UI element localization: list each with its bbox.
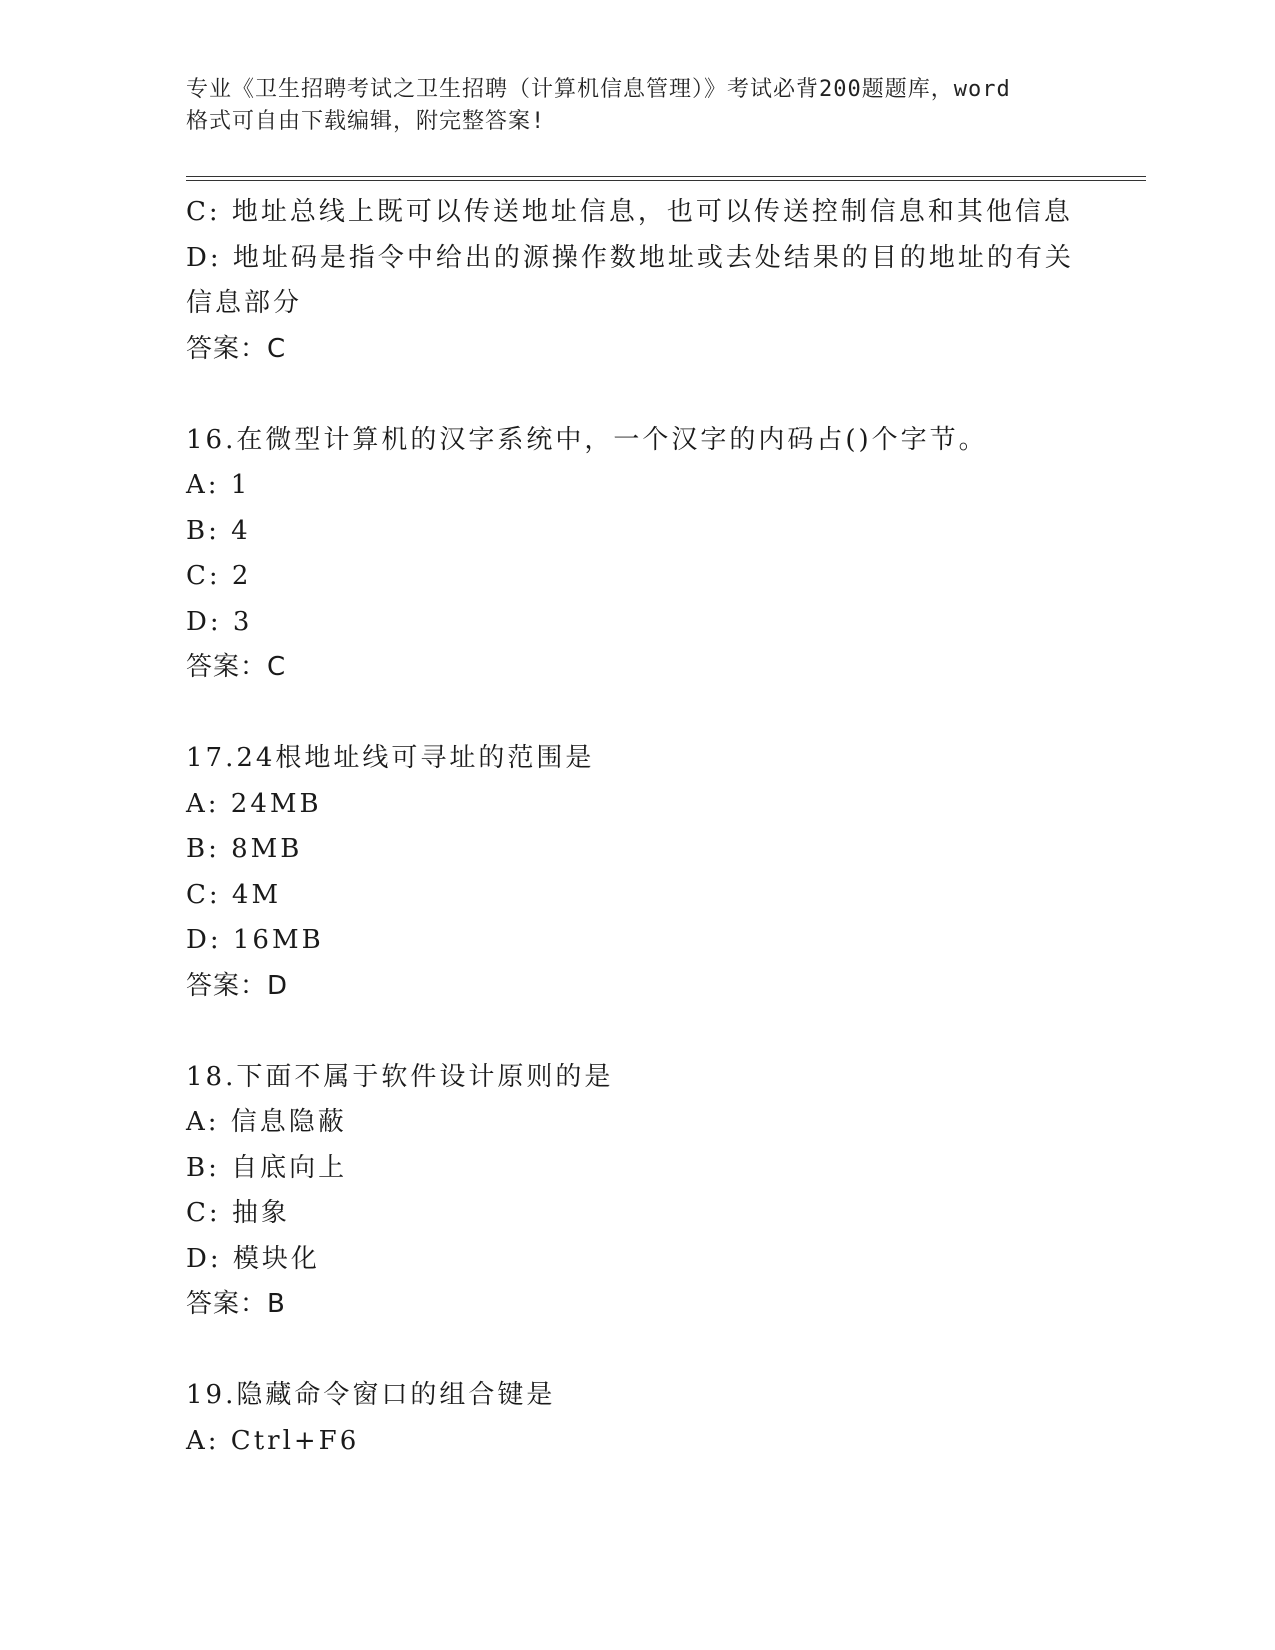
option-a: A: 信息隐蔽: [186, 1107, 347, 1137]
question-text: 16.在微型计算机的汉字系统中，一个汉字的内码占()个字节。: [186, 424, 988, 455]
option-d: D: 模块化: [186, 1243, 320, 1274]
header-line-2: 格式可自由下载编辑，附完整答案!: [186, 109, 546, 134]
answer: 答案：C: [186, 652, 287, 682]
question-text: 17.24根地址线可寻址的范围是: [186, 743, 595, 773]
question-text: 19.隐藏命令窗口的组合键是: [186, 1380, 556, 1410]
option-d: D: 地址码是指令中给出的源操作数地址或去处结果的目的地址的有关: [186, 242, 1074, 273]
header-line-1: 专业《卫生招聘考试之卫生招聘（计算机信息管理）》考试必背200题题库，word: [186, 77, 1011, 102]
document-header: [186, 74, 1086, 138]
question-16: [186, 418, 1146, 691]
header-double-rule: [186, 176, 1146, 181]
option-a: A: 1: [186, 470, 251, 500]
answer: 答案：D: [186, 970, 289, 1001]
question-19: [186, 1373, 1146, 1464]
option-c: C: 抽象: [186, 1198, 290, 1228]
option-c: C: 4M: [186, 879, 282, 910]
question-18: [186, 1055, 1146, 1328]
question-text: 18.下面不属于软件设计原则的是: [186, 1061, 614, 1092]
question-17: [186, 736, 1146, 1009]
question-15-tail: [186, 190, 1146, 372]
option-c: C: 地址总线上既可以传送地址信息，也可以传送控制信息和其他信息: [186, 197, 1073, 227]
document-body: [186, 190, 1146, 1464]
option-a: A: Ctrl+F6: [186, 1425, 360, 1456]
option-b: B: 8MB: [186, 834, 303, 864]
option-d-continued: 信息部分: [186, 288, 303, 318]
document-page: [186, 0, 1146, 1650]
option-a: A: 24MB: [186, 788, 322, 819]
option-b: B: 自底向上: [186, 1152, 348, 1183]
answer: 答案：C: [186, 333, 287, 364]
option-b: B: 4: [186, 515, 251, 546]
option-d: D: 16MB: [186, 925, 324, 955]
option-d: D: 3: [186, 606, 253, 637]
answer: 答案：B: [186, 1289, 286, 1319]
option-c: C: 2: [186, 561, 252, 591]
